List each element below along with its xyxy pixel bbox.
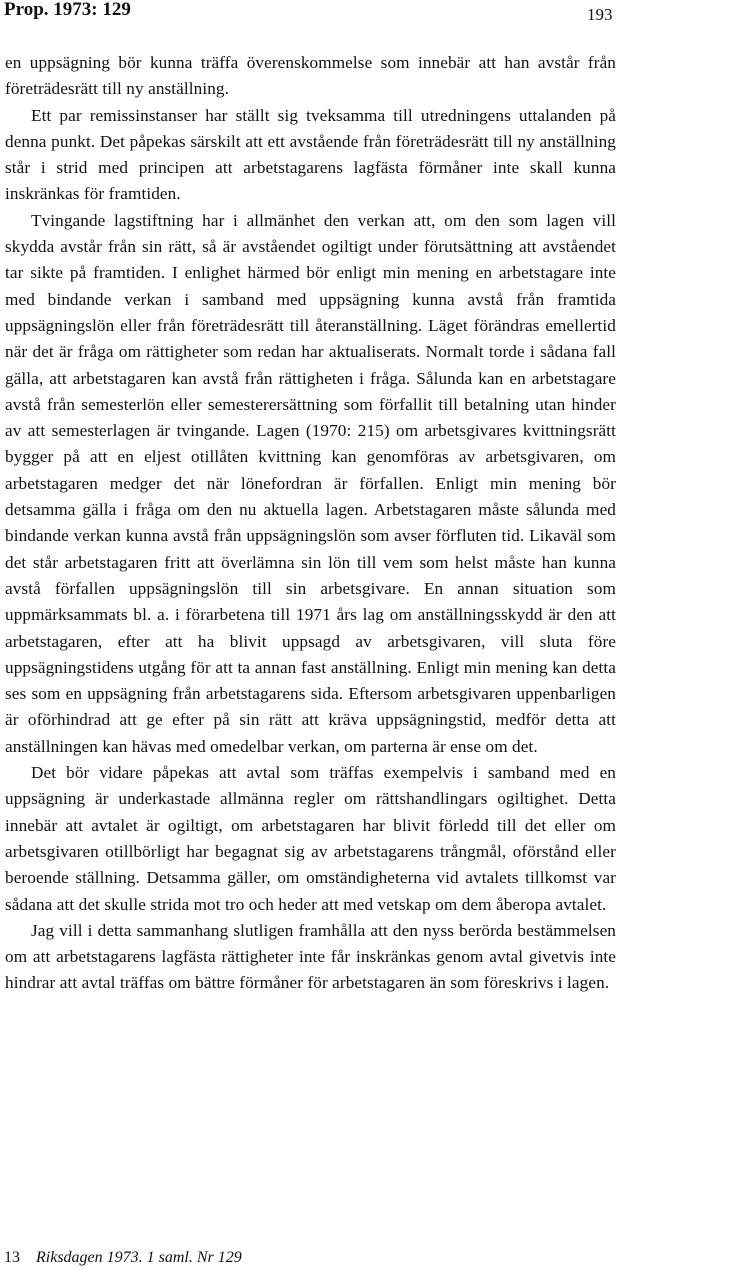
running-header-title: Prop. 1973: 129 — [4, 0, 131, 20]
footer-sheet-number: 13 — [4, 1249, 20, 1266]
page-footer — [4, 1247, 242, 1269]
paragraph-slutligen: Jag vill i detta sammanhang slutligen framhålla att den nyss berörda bestämmelsen om att arbetstagarens lagfästa rättigheter inte får inskränkas genom avtal givetvis inte hindrar att avtal träffas om bättre förmåner för arbetstagaren än som föreskrivs i lagen. — [5, 920, 616, 993]
footer-publication: Riksdagen 1973. 1 saml. Nr 129 — [36, 1249, 242, 1266]
paragraph-continuation: en uppsägning bör kunna träffa överenskommelse som innebär att han avstår från företrädesrätt till ny anställning. — [5, 53, 616, 99]
paragraph-avtal-ogiltighet: Det bör vidare påpekas att avtal som träffas exempelvis i samband med en uppsägning är underkastade allmänna regler om rättshandlingars ogiltighet. Detta innebär att avtalet är ogiltigt, om arbetstagaren har blivit förledd till det eller om arbetsgivaren otillbörligt har begagnat sig av arbetstagarens trångmål, oförstånd eller beroende ställning. Detsamma gäller, om omständigheterna vid avtalets tillkomst var sådana att det skulle strida mot tro och heder att med vetskap om dem åberopa avtalet. — [5, 763, 616, 914]
paragraph-remissinstanser: Ett par remissinstanser har ställt sig tveksamma till utredningens uttalanden på denna punkt. Det påpekas särskilt att ett avstående från företrädesrätt till ny anställning står i strid med principen att arbetstagarens lagfästa förmåner inte skall kunna inskränkas för framtiden. — [5, 105, 616, 204]
paragraph-tvingande-lagstiftning: Tvingande lagstiftning har i allmänhet den verkan att, om den som lagen vill skydda avstår från sin rätt, så är avståendet ogiltigt under förutsättning att avståendet tar sikte på framtiden. I enlighet härmed bör enligt min mening en arbetstagare inte med bindande verkan i samband med uppsägning kunna avstå från framtida uppsägningslön eller från företrädesrätt till återanställning. Läget förändras emellertid när det är fråga om rättigheter som redan har aktualiserats. Normalt torde i sådana fall gälla, att arbetstagaren kan avstå från rättigheten i fråga. Sålunda kan en arbetstagare avstå från semesterlön eller semesterersättning som förfallit till betalning utan hinder av att semesterlagen är tvingande. Lagen (1970: 215) om arbetsgivares kvittningsrätt bygger på att en eljest otillåten kvittning kan genomföras av arbetsgivaren, om arbetstagaren medger det när lönefordran är förfallen. Enligt min mening bör detsamma gälla i fråga om den nu aktuella lagen. Arbetstagaren måste sålunda med bindande verkan kunna avstå från uppsägningslön som avser förfluten tid. Likaväl som det står arbetstagaren fritt att överlämna sin lön till vem som helst måste han kunna avstå förfallen uppsägningslön till sin arbetsgivare. En annan situation som uppmärksammats bl. a. i förarbetena till 1971 års lag om anställningsskydd är den att arbetstagaren, efter att ha blivit uppsagd av arbetsgivaren, vill sluta före uppsägningstidens utgång för att ta annan fast anställning. Enligt min mening kan detta ses som en uppsägning från arbetstagarens sida. Eftersom arbetsgivaren uppenbarligen är oförhindrad att ge efter på sin rätt att kräva uppsägningstid, medför detta att anställningen kan hävas med omedelbar verkan, om parterna är ense om det. — [5, 210, 616, 756]
body-text — [5, 50, 616, 997]
page-number: 193 — [587, 5, 613, 24]
